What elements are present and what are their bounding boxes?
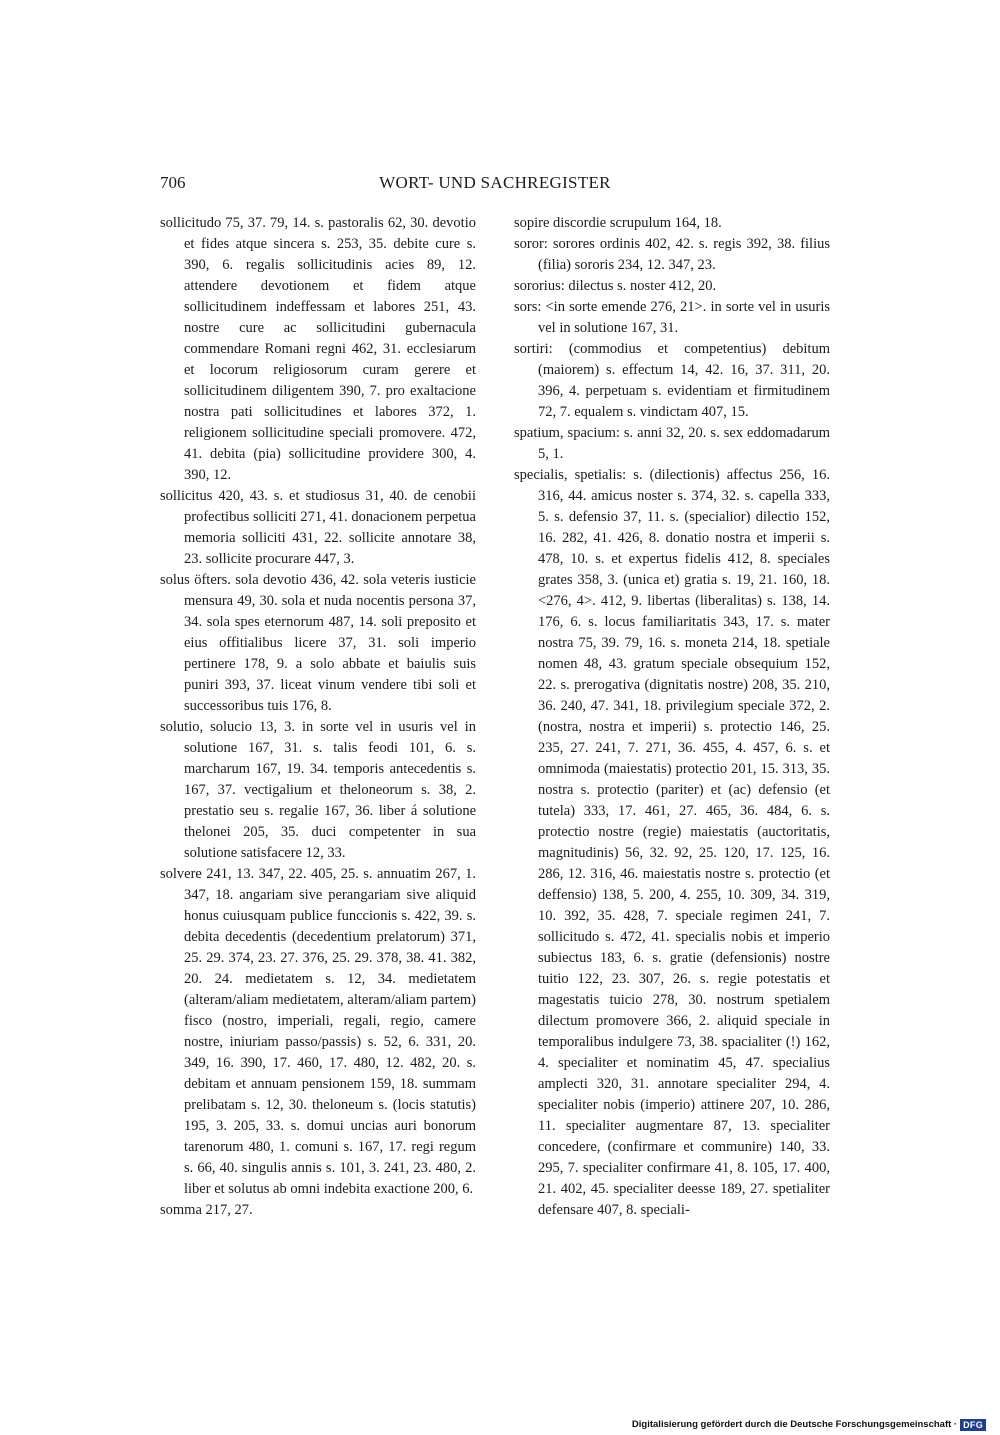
index-entry: sortiri: (commodius et competentius) debitum (maiorem) s. effectum 14, 42. 16, 37. 311, 20. 396, 4. perpetuam s. evidentiam et firmitudinem 72, 7. equalem s. vindictam 407, 15. bbox=[514, 341, 830, 420]
index-entry: somma 217, 27. bbox=[160, 1202, 253, 1218]
index-entry: sororius: dilectus s. noster 412, 20. bbox=[514, 278, 717, 294]
funding-note: Digitalisierung gefördert durch die Deutsche Forschungsgemeinschaft · bbox=[631, 1419, 958, 1430]
index-entry: solutio, solucio 13, 3. in sorte vel in usuris vel in solutione 167, 31. s. talis feodi 101, 6. s. marcharum 167, 19. 34. temporis antecedentis s. 167, 37. vectigalium et theloneorum s. 38, 2. prestatio seu s. regalie 167, 36. liber á solutione thelonei 205, 35. duci competenter in sua solutione satisfacere 12, 33. bbox=[160, 719, 476, 861]
index-entry: spatium, spacium: s. anni 32, 20. s. sex eddomadarum 5, 1. bbox=[514, 425, 830, 462]
index-entry: sopire discordie scrupulum 164, 18. bbox=[514, 215, 722, 231]
right-column bbox=[514, 213, 830, 1221]
index-entry: sollicitus 420, 43. s. et studiosus 31, 40. de cenobii profectibus solliciti 271, 41. donacionem perpetua memoria solliciti 431, 22. sollicite annotare 38, 23. sollicite procurare 447, 3. bbox=[160, 488, 476, 567]
index-entry: solvere 241, 13. 347, 22. 405, 25. s. annuatim 267, 1. 347, 18. angariam sive perangariam sive aliquid honus cuiusquam publice funccionis s. 422, 39. s. debita decedentis (decedentium prelatorum) 371, 25. 29. 374, 23. 27. 376, 25. 29. 378, 38. 41. 382, 20. 24. medietatem s. 12, 34. medietatem (alteram/aliam medietatem, alteram/aliam partem) fisco (nostro, imperiali, regali, regio, camere nostre, iniuriam passo/passis) s. 52, 6. 331, 20. 349, 16. 390, 17. 460, 17. 480, 12. 482, 20. s. debitam et annuam pensionem 159, 18. summam prelibatam s. 12, 30. theloneum s. (locis statutis) 195, 3. 205, 33. s. domui uncias auri bonorum tarenorum 480, 1. comuni s. 167, 17. regi regum s. 66, 40. singulis annis s. 101, 3. 241, 23. 480, 2. liber et solutus ab omni indebita exactione 200, 6. bbox=[160, 866, 476, 1197]
funding-footer bbox=[632, 1419, 986, 1431]
running-head: WORT- UND SACHREGISTER bbox=[379, 173, 611, 192]
page-number: 706 bbox=[160, 173, 186, 192]
index-entry: soror: sorores ordinis 402, 42. s. regis 392, 38. filius (filia) sororis 234, 12. 347, 23. bbox=[514, 236, 830, 273]
dfg-logo: DFG bbox=[960, 1419, 986, 1431]
index-entry: specialis, spetialis: s. (dilectionis) affectus 256, 16. 316, 44. amicus noster s. 374, 32. s. capella 333, 5. s. defensio 37, 11. s. (specialior) dilectio 152, 16. 282, 41. 426, 8. donatio nostra et imperii s. 478, 10. s. et expertus fidelis 412, 8. speciales grates 358, 3. (unica et) gratia s. 19, 21. 160, 18. <276, 4>. 412, 9. libertas (liberalitas) s. 138, 14. 176, 6. s. locus familiaritatis 343, 17. s. mater nostra 75, 39. 79, 16. s. moneta 214, 18. spetiale nomen 48, 43. gratum speciale obsequium 152, 22. s. prerogativa (dignitatis nostre) 208, 35. 210, 36. 240, 47. 341, 18. privilegium speciale 372, 2. (nostra, nostra et imperii) s. protectio 146, 25. 235, 27. 241, 7. 271, 36. 455, 4. 457, 6. s. et omnimoda (maiestatis) protectio 201, 15. 313, 35. nostra s. protectio (pariter) et (ac) defensio (et tutela) 333, 17. 461, 27. 465, 36. 484, 6. s. protectio nostre (regie) maiestatis (auctoritatis, magnitudinis) 56, 32. 92, 25. 120, 17. 125, 16. 286, 12. 316, 46. maiestatis nostre s. protectio (et deffensio) 138, 5. 200, 4. 255, 10. 309, 34. 319, 10. 392, 35. 428, 7. speciale regimen 241, 7. sollicitudo s. 472, 41. specialis nobis et imperio subiectus 183, 6. s. gratie (defensionis) nostre tuitio 122, 23. 307, 26. s. regie potestatis et magestatis tuicio 278, 30. nostrum spetialem dilectum promovere 366, 2. aliquid speciale in temporalibus indulgere 73, 38. spacialiter (!) 162, 4. specialiter et nominatim 45, 47. specialius amplecti 320, 31. annotare specialiter 294, 4. specialiter nobis (imperio) attinere 207, 10. 286, 11. specialiter augmentare 87, 13. specialiter concedere, (confirmare et communire) 140, 33. 295, 7. specialiter confirmare 41, 8. 105, 17. 400, 21. 402, 45. specialiter deesse 189, 27. spetialiter defensare 407, 8. speciali- bbox=[514, 467, 830, 1218]
index-entry: solus öfters. sola devotio 436, 42. sola veteris iusticie mensura 49, 30. sola et nuda nocentis persona 37, 34. sola spes eternorum 487, 14. soli preposito et eius offitialibus licere 37, 31. soli imperio pertinere 178, 9. a solo abbate et baiulis suis puniri 393, 37. liceat vinum vendere tibi soli et successoribus tuis 176, 8. bbox=[160, 572, 476, 714]
index-entry: sollicitudo 75, 37. 79, 14. s. pastoralis 62, 30. devotio et fides atque sincera s. 253, 35. debite cure s. 390, 6. regalis sollicitudinis acies 89, 12. attendere devotionem et fidem atque sollicitudinem indeffessam et labores 251, 43. nostre cure ac sollicitudini gubernacula commendare Romani regni 462, 31. ecclesiarum et locorum religiosorum curam gerere et sollicitudinem diligentem 390, 7. pro exaltacione nostra pati sollicitudines et labores 372, 1. religionem sollicitudine speciali promovere. 472, 41. debita (pia) sollicitudine providere 300, 4. 390, 12. bbox=[160, 215, 476, 483]
left-column bbox=[160, 213, 476, 1221]
index-entry: sors: <in sorte emende 276, 21>. in sorte vel in usuris vel in solutione 167, 31. bbox=[514, 299, 830, 336]
